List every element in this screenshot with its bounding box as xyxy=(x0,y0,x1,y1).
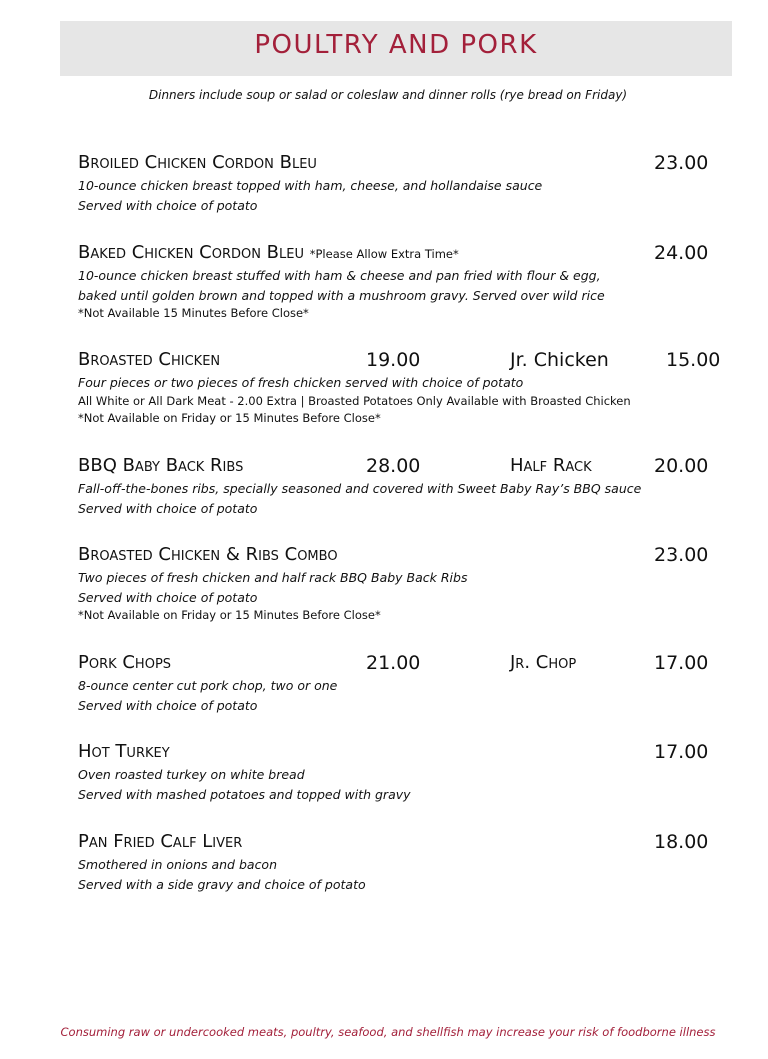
dinner-includes-note: Dinners include soup or salad or coleslaw and dinner rolls (rye bread on Friday) xyxy=(148,88,628,102)
item-name: Hot Turkey xyxy=(78,741,170,762)
item-name: BBQ Baby Back Ribs xyxy=(78,455,244,476)
item-description: Oven roasted turkey on white bread xyxy=(78,767,305,782)
item-availability-note: *Not Available on Friday or 15 Minutes Before Close* xyxy=(78,608,381,622)
item-name-row xyxy=(78,242,738,263)
item-serving-note: Served with choice of potato xyxy=(78,589,258,605)
item-description-cont: baked until golden brown and topped with a mushroom gravy. Served over wild rice xyxy=(78,287,605,303)
item-price: 19.00 xyxy=(366,349,421,371)
item-serving-note: Served with choice of potato xyxy=(78,500,258,516)
item-description: 8-ounce center cut pork chop, two or one xyxy=(78,678,338,693)
menu-item-bbq-baby-back-ribs xyxy=(78,455,738,518)
item-name: Broasted Chicken & Ribs Combo xyxy=(78,544,338,565)
item-name: Pork Chops xyxy=(78,652,172,673)
item-sub-label: Half Rack xyxy=(510,455,592,476)
item-price: 17.00 xyxy=(654,741,709,763)
item-extra-note: All White or All Dark Meat - 2.00 Extra | Broasted Potatoes Only Available with Broasted Chicken xyxy=(78,393,631,408)
menu-item-pan-fried-calf-liver xyxy=(78,831,738,894)
item-description: 10-ounce chicken breast stuffed with ham & cheese and pan fried with flour & egg, xyxy=(78,268,601,283)
item-serving-note: Served with choice of potato xyxy=(78,697,258,713)
item-sub-price: 15.00 xyxy=(666,349,721,371)
menu-item-broasted-chicken xyxy=(78,349,738,427)
item-name: Pan Fried Calf Liver xyxy=(78,831,243,852)
menu-item-broasted-chicken-ribs-combo xyxy=(78,544,738,624)
item-serving-note: Served with mashed potatoes and topped with gravy xyxy=(78,786,411,802)
item-description: Four pieces or two pieces of fresh chicken served with choice of potato xyxy=(78,375,524,390)
menu-item-hot-turkey xyxy=(78,741,738,804)
item-sub-price: 20.00 xyxy=(654,455,709,477)
item-price: 23.00 xyxy=(654,544,709,566)
item-price: 23.00 xyxy=(654,152,709,174)
item-name: Broiled Chicken Cordon Bleu xyxy=(78,152,317,173)
menu-item-broiled-chicken-cordon-bleu xyxy=(78,152,738,215)
item-extra-time-note: *Please Allow Extra Time* xyxy=(309,247,459,261)
item-name: Broasted Chicken xyxy=(78,349,221,370)
menu-item-baked-chicken-cordon-bleu xyxy=(78,242,738,322)
page-title: POULTRY AND PORK xyxy=(254,30,538,60)
item-price: 21.00 xyxy=(366,652,421,674)
item-description: 10-ounce chicken breast topped with ham, cheese, and hollandaise sauce xyxy=(78,178,543,193)
item-sub-label: Jr. Chop xyxy=(510,652,577,673)
item-sub-price: 17.00 xyxy=(654,652,709,674)
item-sub-label: Jr. Chicken xyxy=(510,349,609,371)
item-price: 18.00 xyxy=(654,831,709,853)
item-serving-note: Served with a side gravy and choice of potato xyxy=(78,876,366,892)
item-availability-note: *Not Available 15 Minutes Before Close* xyxy=(78,306,309,320)
food-safety-warning: Consuming raw or undercooked meats, poultry, seafood, and shellfish may increase your risk of foodborne illness xyxy=(60,1025,716,1039)
item-availability-note: *Not Available on Friday or 15 Minutes Before Close* xyxy=(78,410,381,425)
item-description: Fall-off-the-bones ribs, specially seasoned and covered with Sweet Baby Ray’s BBQ sauce xyxy=(78,481,642,496)
item-description: Two pieces of fresh chicken and half rack BBQ Baby Back Ribs xyxy=(78,570,468,585)
item-serving-note: Served with choice of potato xyxy=(78,197,258,213)
item-price: 28.00 xyxy=(366,455,421,477)
item-name: Baked Chicken Cordon Bleu xyxy=(78,242,304,263)
menu-item-pork-chops xyxy=(78,652,738,715)
item-price: 24.00 xyxy=(654,242,709,264)
item-description: Smothered in onions and bacon xyxy=(78,857,278,872)
